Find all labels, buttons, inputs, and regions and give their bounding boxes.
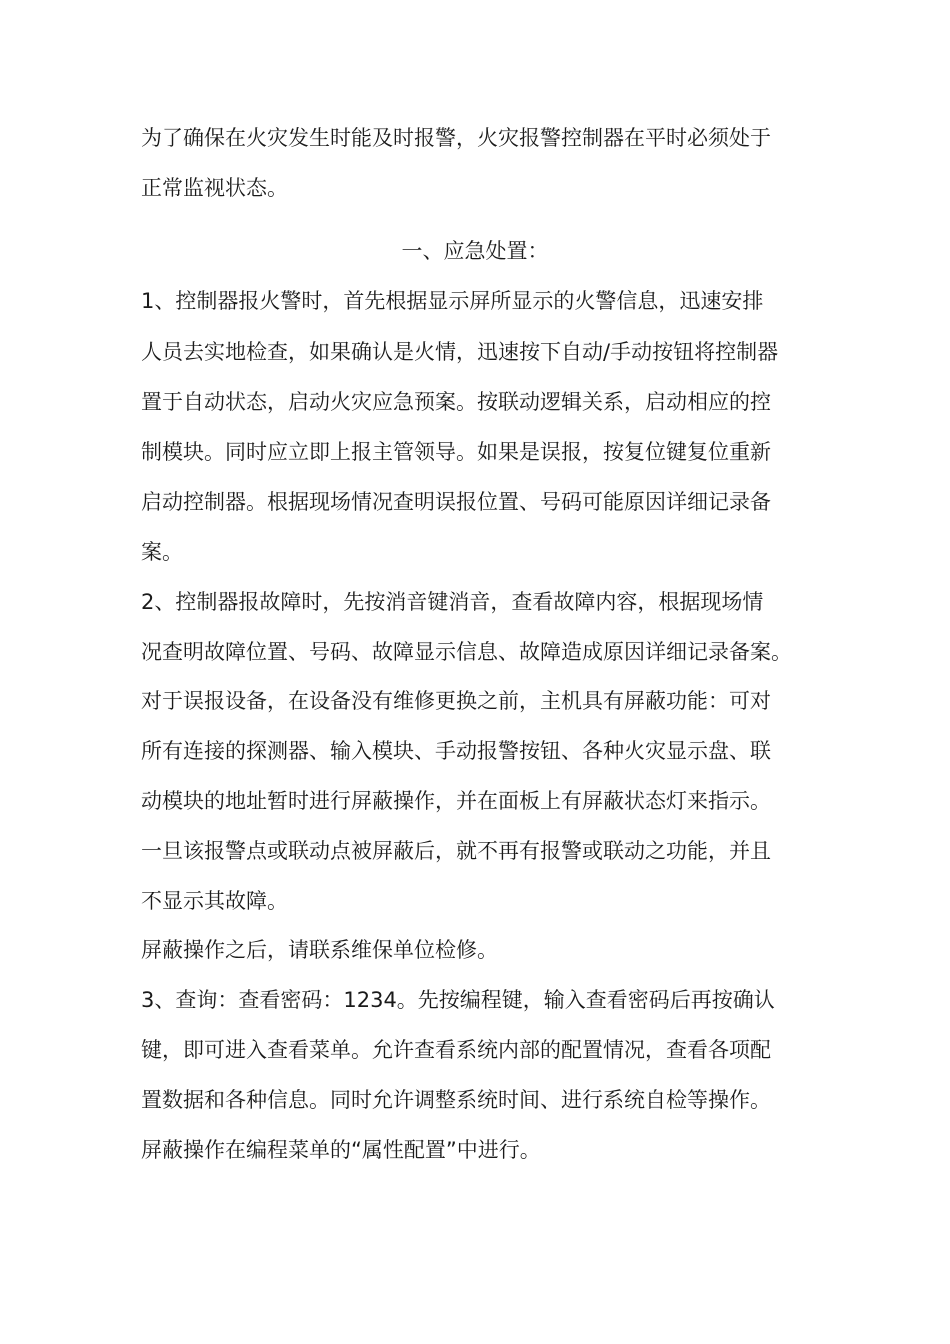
- item2-line: 况查明故障位置、号码、故障显示信息、故障造成原因详细记录备案。: [141, 640, 792, 664]
- item2-line: 屏蔽操作之后，请联系维保单位检修。: [141, 938, 498, 962]
- item2-line: 一旦该报警点或联动点被屏蔽后，就不再有报警或联动之功能，并且: [141, 839, 771, 863]
- item3-line: 置数据和各种信息。同时允许调整系统时间、进行系统自检等操作。: [141, 1088, 771, 1112]
- item2-line: 2、控制器报故障时，先按消音键消音，查看故障内容，根据现场情: [141, 590, 764, 614]
- item3-line: 屏蔽操作在编程菜单的“属性配置”中进行。: [141, 1138, 541, 1162]
- item3-line: 键，即可进入查看菜单。允许查看系统内部的配置情况，查看各项配: [141, 1038, 771, 1062]
- item3-line: 3、查询：查看密码：1234。先按编程键，输入查看密码后再按确认: [141, 988, 775, 1012]
- item1-line: 启动控制器。根据现场情况查明误报位置、号码可能原因详细记录备: [141, 490, 771, 514]
- item1-line: 制模块。同时应立即上报主管领导。如果是误报，按复位键复位重新: [141, 440, 771, 464]
- item2-line: 动模块的地址暂时进行屏蔽操作，并在面板上有屏蔽状态灯来指示。: [141, 789, 771, 813]
- item2-line: 对于误报设备，在设备没有维修更换之前，主机具有屏蔽功能：可对: [141, 689, 771, 713]
- item1-line: 置于自动状态，启动火灾应急预案。按联动逻辑关系，启动相应的控: [141, 390, 771, 414]
- section-heading: 一、应急处置：: [401, 239, 549, 263]
- item2-line: 不显示其故障。: [141, 889, 288, 913]
- intro-line: 为了确保在火灾发生时能及时报警，火灾报警控制器在平时必须处于: [141, 126, 771, 150]
- item2-line: 所有连接的探测器、输入模块、手动报警按钮、各种火灾显示盘、联: [141, 739, 771, 763]
- item1-line: 人员去实地检查，如果确认是火情，迅速按下自动/手动按钮将控制器: [141, 340, 779, 364]
- item1-line: 案。: [141, 540, 183, 564]
- intro-line: 正常监视状态。: [141, 176, 288, 200]
- item1-line: 1、控制器报火警时，首先根据显示屏所显示的火警信息，迅速安排: [141, 289, 764, 313]
